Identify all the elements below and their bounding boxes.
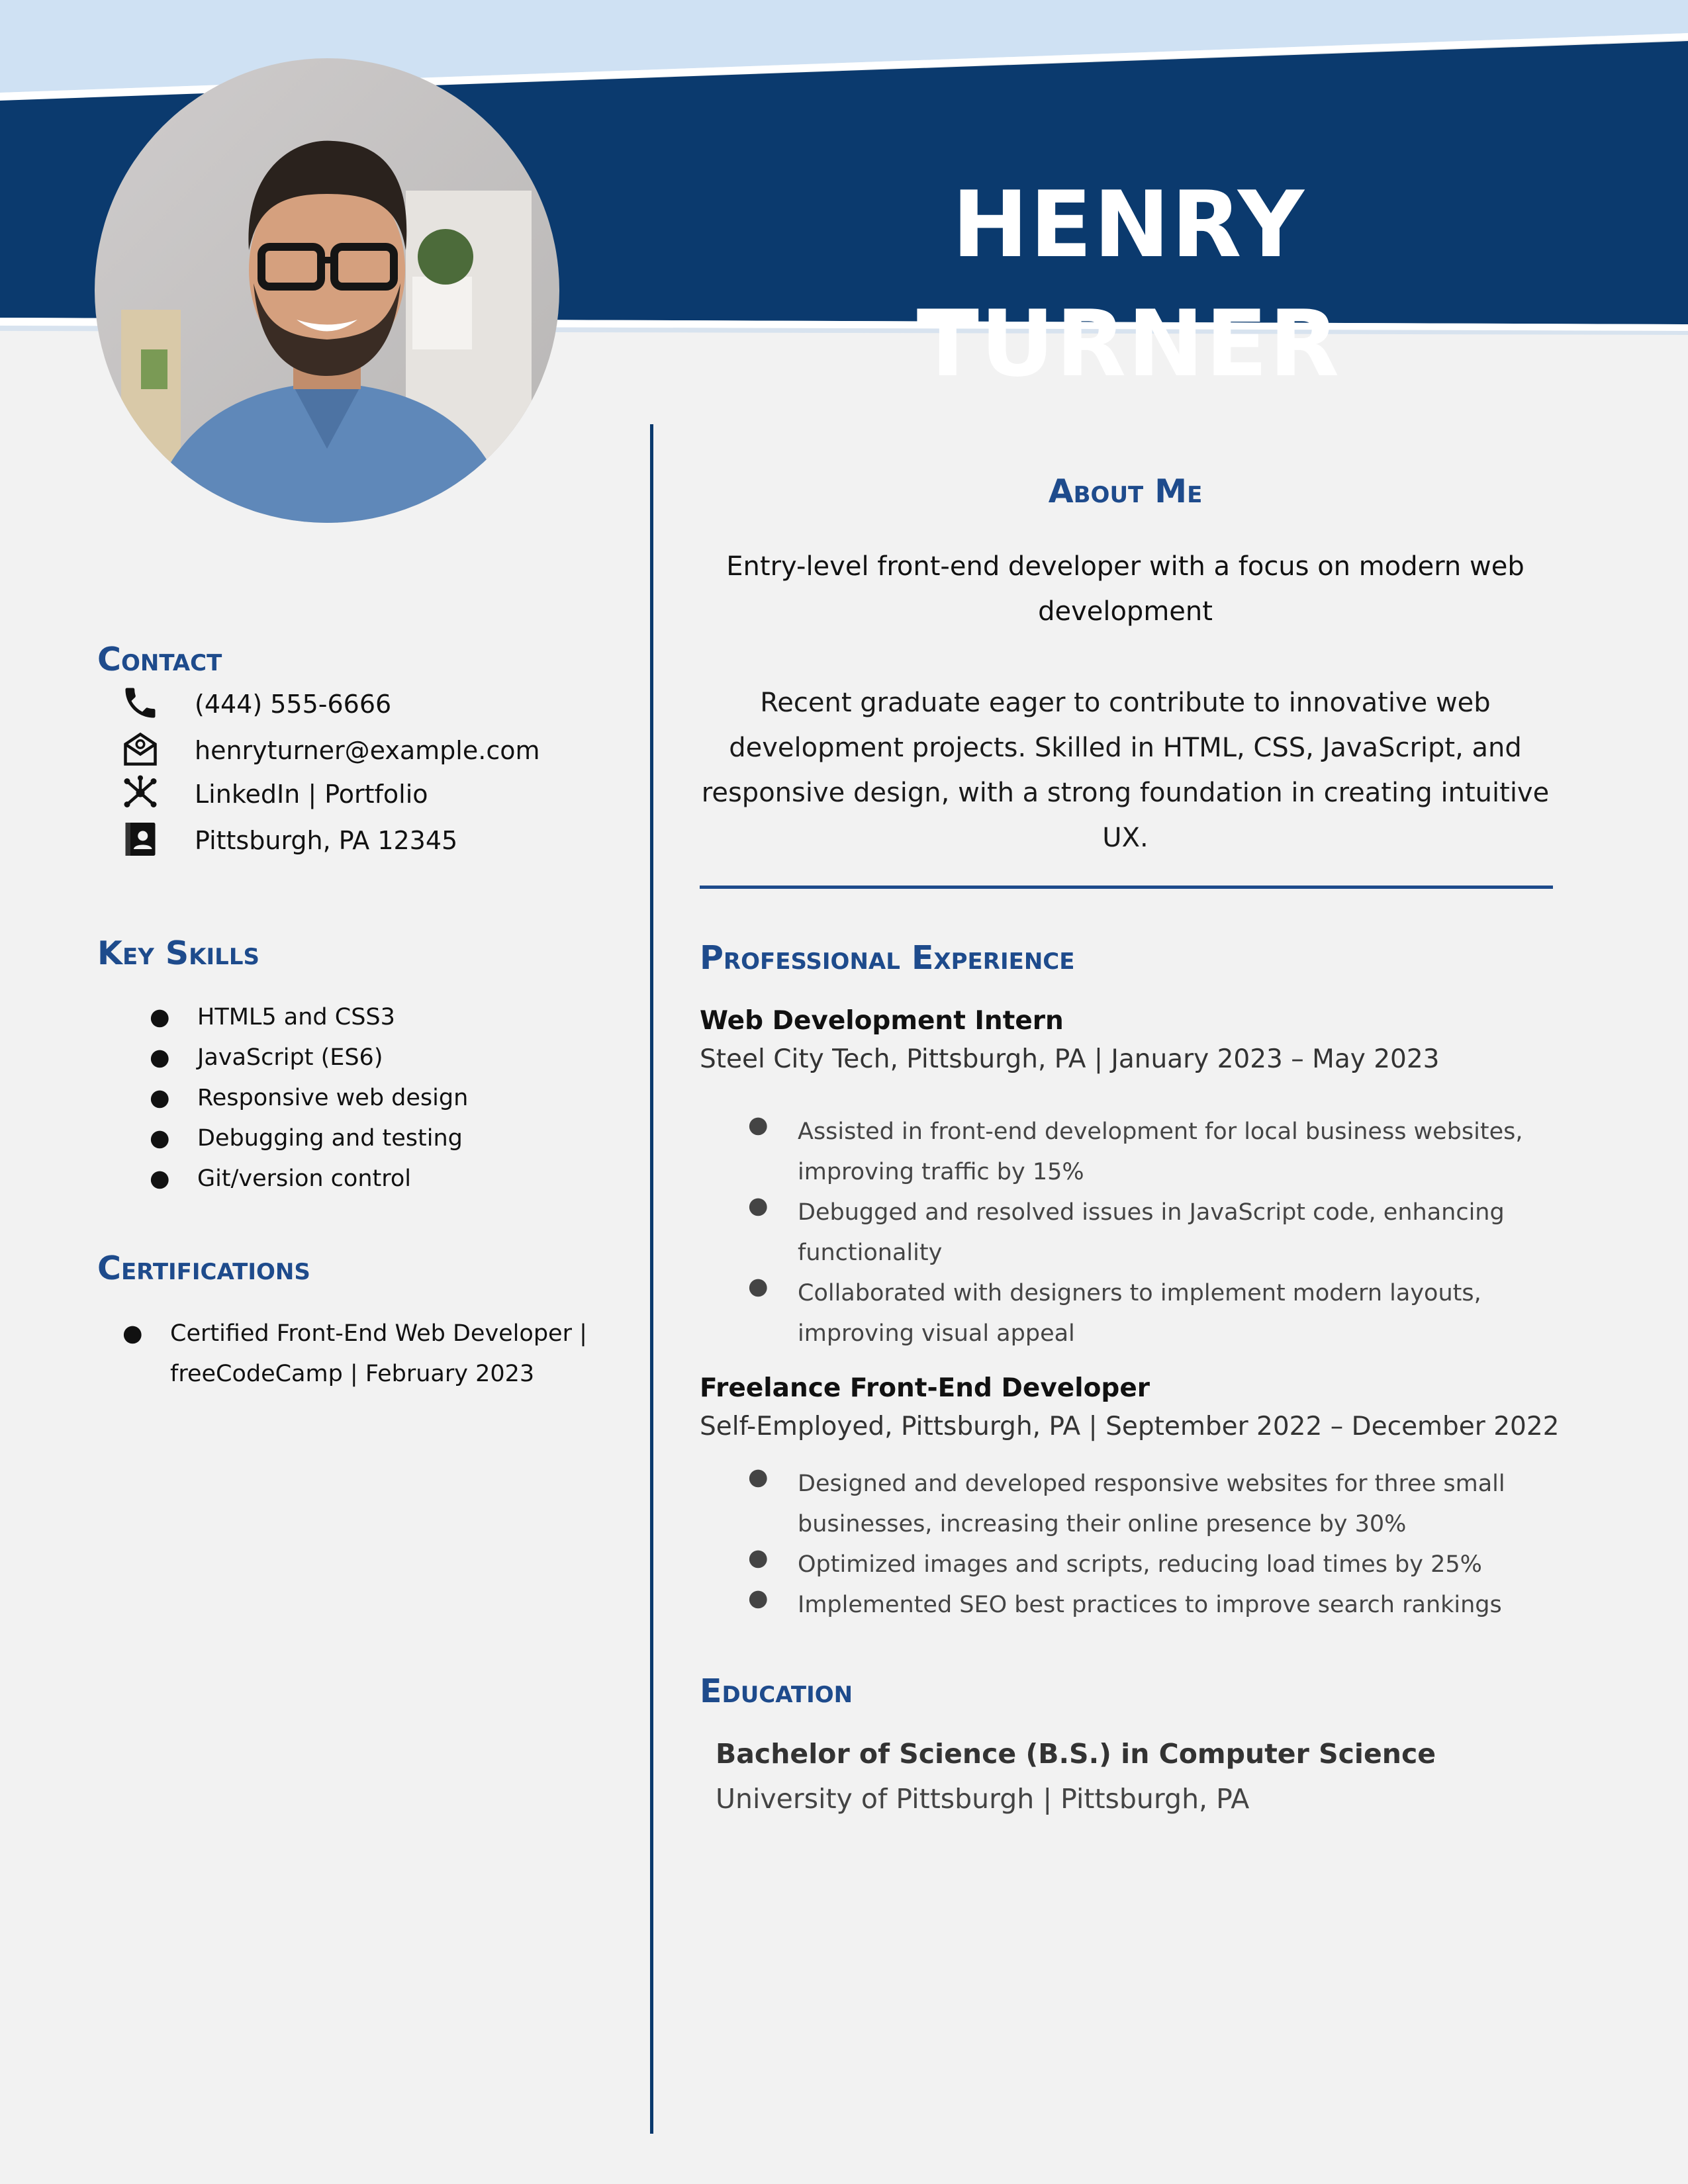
candidate-name: HENRY TURNER: [916, 171, 1341, 397]
email-icon: [120, 728, 167, 770]
network-icon: [120, 772, 167, 814]
education-heading: Education: [700, 1672, 853, 1710]
about-heading: About Me: [1048, 473, 1203, 510]
contact-links[interactable]: [120, 772, 428, 814]
profile-photo: [95, 58, 559, 523]
job-meta: Steel City Tech, Pittsburgh, PA | January 2023 – May 2023: [700, 1044, 1440, 1074]
job-title: Web Development Intern: [700, 1006, 1064, 1036]
contact-text: Pittsburgh, PA 12345: [195, 826, 458, 855]
contact-text: LinkedIn | Portfolio: [195, 780, 428, 809]
about-body: Recent graduate eager to contribute to innovative web development projects. Skilled in HTML, CSS, JavaScript, and responsive design, with a strong foundation in creating intuitive UX.: [701, 688, 1550, 853]
experience-heading: Professional Experience: [700, 939, 1075, 977]
skills-heading: Key Skills: [97, 934, 259, 972]
contact-heading: Contact: [97, 641, 222, 678]
contact-text: henryturner@example.com: [195, 736, 540, 765]
contact-phone: [120, 682, 392, 724]
about-subtitle: Entry-level front-end developer with a focus on modern web development: [726, 551, 1524, 627]
section-divider: [700, 886, 1553, 889]
job-meta: Self-Employed, Pittsburgh, PA | September 2022 – December 2022: [700, 1412, 1560, 1441]
job-title: Freelance Front-End Developer: [700, 1373, 1150, 1403]
contact-address: [120, 818, 458, 860]
education-degree: Bachelor of Science (B.S.) in Computer Science: [716, 1738, 1436, 1770]
education-school: University of Pittsburgh | Pittsburgh, PA: [716, 1783, 1250, 1815]
contact-email[interactable]: [120, 728, 540, 770]
phone-icon: [120, 682, 167, 724]
certifications-heading: Certifications: [97, 1250, 310, 1287]
address-book-icon: [120, 818, 167, 860]
contact-text: (444) 555-6666: [195, 690, 392, 719]
column-divider: [650, 424, 653, 2134]
